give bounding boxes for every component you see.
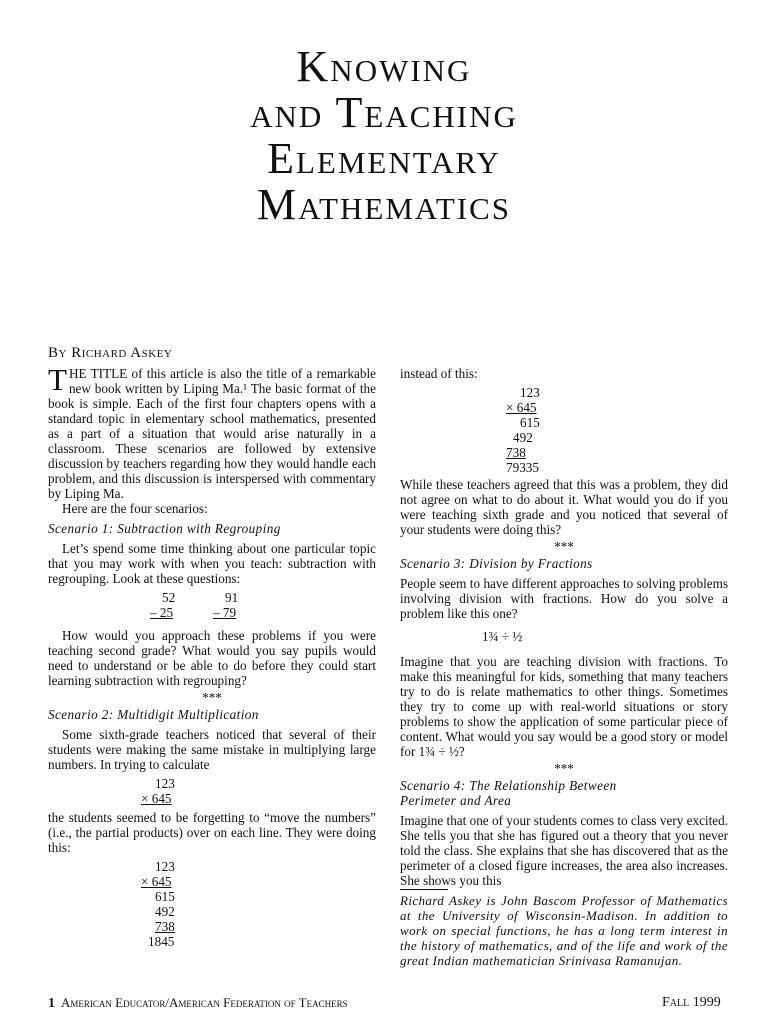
wrong-line-1: 123 — [155, 859, 175, 874]
wrong-line-5: 738 — [155, 919, 175, 934]
author-byline: By Richard Askey — [48, 345, 173, 361]
title-line-2: and Teaching — [250, 88, 518, 137]
wrong-line-6: 1845 — [148, 934, 175, 949]
separator-1: *** — [202, 690, 222, 705]
right-line-1: 123 — [520, 385, 540, 400]
problem-a-bottom: – 25 — [150, 605, 174, 620]
scenario-2-paragraph-2: the students seemed to be forgetting to “move the numbers” (i.e., the partial products) over on each line. They were doing this: — [48, 810, 376, 855]
right-line-3: 615 — [520, 415, 540, 430]
scenario-4-paragraph: Imagine that one of your students comes to class very excited. She tells you that she has figured out a theory that you never told the class. She explains that she has discovered that as the perimeter of a closed figure increases, the area also increases. She shows you this — [400, 813, 728, 888]
right-column — [400, 366, 728, 888]
right-line-6: 79335 — [506, 460, 539, 475]
intro-paragraph — [48, 362, 376, 501]
page-number: 1 — [48, 996, 55, 1011]
calc-line-1: 123 — [155, 776, 175, 791]
intro-text: HE TITLE of this article is also the title of a remarkable new book written by Liping Ma.¹ The basic format of the book is simple. Each of the first four chapters opens with a standard topic in elementary school mathematics, presented as a part of a situation that would arise naturally in a classroom. These scenarios are followed by extensive discussion by teachers regarding how they would handle each problem, and this discussion is interspersed with commentary by Liping Ma. — [48, 366, 376, 501]
separator-2: *** — [554, 539, 574, 554]
drop-cap: T — [48, 362, 67, 397]
right-line-5: 738 — [506, 445, 526, 460]
instead-text: instead of this: — [400, 366, 478, 381]
wrong-line-3: 615 — [155, 889, 175, 904]
scenario-4-heading-2: Perimeter and Area — [400, 793, 512, 808]
problem-b-bottom: – 79 — [213, 605, 237, 620]
issue-date: Fall 1999 — [662, 995, 721, 1010]
calc-line-2: × 645 — [141, 791, 172, 806]
scenario-1-heading: Scenario 1: Subtraction with Regrouping — [48, 521, 281, 536]
article-title — [0, 44, 768, 228]
scenario-1-question: How would you approach these problems if you were teaching second grade? What would you say pupils would need to understand or be able to do before they could start learning subtraction with regrouping? — [48, 628, 376, 688]
scenario-3-heading: Scenario 3: Division by Fractions — [400, 556, 593, 571]
scenario-4-heading: Scenario 4: The Relationship Between — [400, 778, 617, 793]
title-line-1: Knowing — [296, 42, 472, 91]
scenario-3-paragraph: People seem to have different approaches to solving problems involving division with fractions. How do you solve a problem like this one? — [400, 576, 728, 621]
correct-multiplication — [400, 385, 728, 477]
problem-a-top: 52 — [162, 590, 176, 605]
wrong-multiplication — [48, 859, 376, 951]
scenario-2-heading: Scenario 2: Multidigit Multiplication — [48, 707, 259, 722]
publication-name: American Educator/American Federation of Teachers — [61, 995, 348, 1010]
title-line-4: Mathematics — [256, 180, 512, 229]
title-line-3: Elementary — [267, 134, 501, 183]
page-footer — [48, 995, 348, 1012]
scenario-2-paragraph: Some sixth-grade teachers noticed that several of their students were making the same mistake in multiplying large numbers. In trying to calculate — [48, 727, 376, 772]
multiplication-calc — [48, 776, 376, 810]
left-column — [48, 362, 376, 951]
scenario-3-paragraph-2: Imagine that you are teaching division with fractions. To make this meaningful for kids, something that many teachers try to do is relate mathematics to other things. Sometimes they try to come up with real-world situations or story problems to show the application of some particular piece of content. What would you say would be a good story or model for 1¾ ÷ ½? — [400, 654, 728, 759]
wrong-line-4: 492 — [155, 904, 175, 919]
separator-3: *** — [554, 761, 574, 776]
scenario-2-paragraph-3: While these teachers agreed that this was a problem, they did not agree on what to do about it. What would you do if you were teaching sixth grade and you noticed that several of your students were doing this? — [400, 477, 728, 537]
problem-b-top: 91 — [225, 590, 239, 605]
right-line-4: 492 — [513, 430, 533, 445]
footnote-divider — [400, 889, 448, 890]
right-line-2: × 645 — [506, 400, 537, 415]
scenario-1-paragraph: Let’s spend some time thinking about one particular topic that you may work with when you teach: subtraction with regrouping. Look at these questions: — [48, 541, 376, 586]
author-footnote: Richard Askey is John Bascom Professor of Mathematics at the University of Wisconsin-Madison. In addition to work on special functions, he has a long term interest in the history of mathematics, and of the life and work of the great Indian mathematician Srinivasa Ramanujan. — [400, 893, 728, 968]
intro-scenarios-line: Here are the four scenarios: — [62, 501, 208, 516]
fraction-problem: 1¾ ÷ ½ — [482, 629, 523, 644]
wrong-line-2: × 645 — [141, 874, 172, 889]
subtraction-problems — [48, 590, 376, 622]
